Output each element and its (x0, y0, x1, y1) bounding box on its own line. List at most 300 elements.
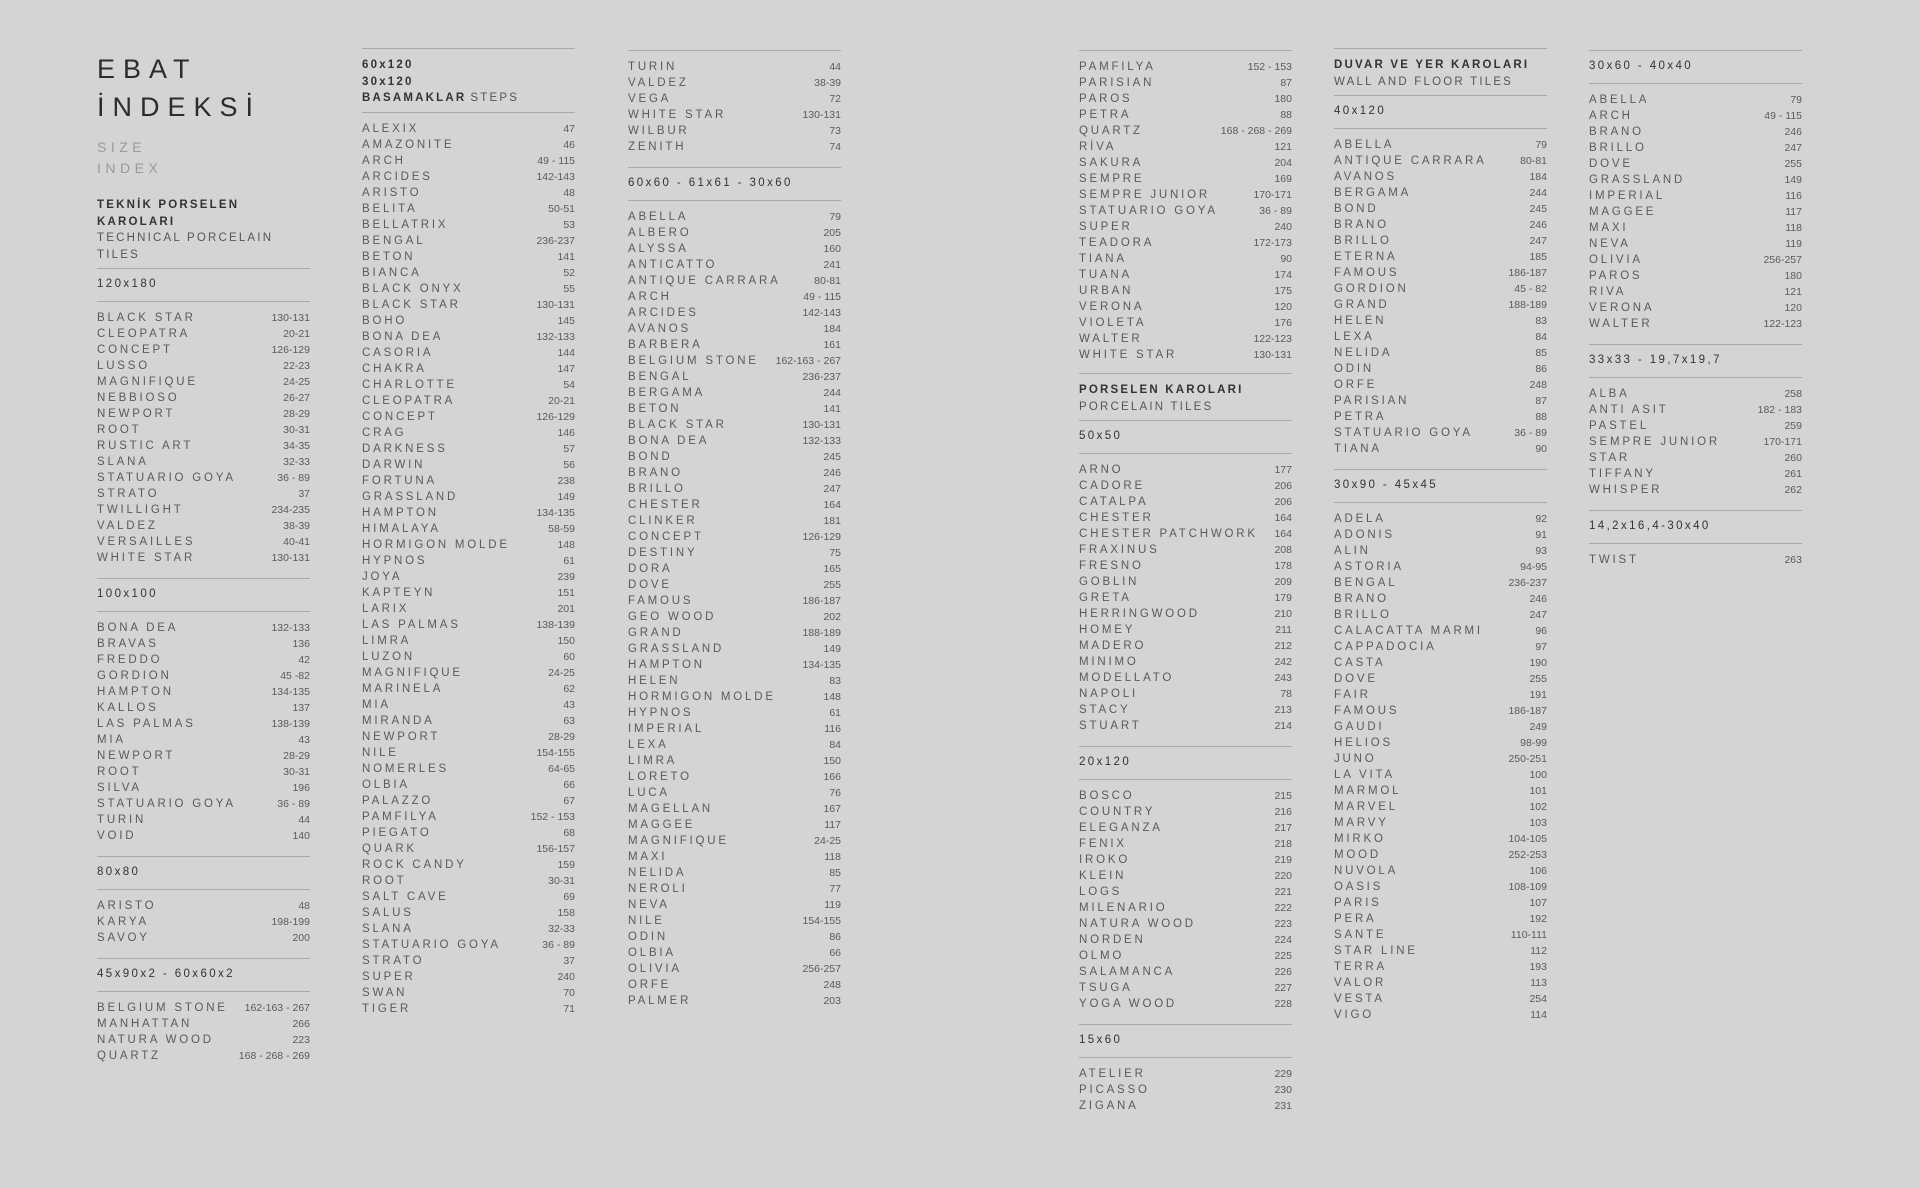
product-name: CONCEPT (628, 531, 704, 543)
product-name: GORDION (97, 670, 172, 682)
list-item (1079, 1066, 1292, 1082)
list-item (628, 209, 841, 225)
product-name: MADERO (1079, 640, 1147, 652)
product-name: OLBIA (628, 947, 676, 959)
product-name: FORTUNA (362, 474, 437, 487)
page-number: 228 (1274, 998, 1292, 1010)
page-number: 75 (829, 547, 841, 559)
page-number: 225 (1274, 950, 1292, 962)
list-item (362, 681, 575, 697)
page-number: 188-189 (802, 627, 841, 639)
page-number: 20-21 (283, 328, 310, 340)
product-name: BOND (1334, 203, 1379, 215)
product-name: STRATO (97, 488, 160, 500)
page-number: 140 (292, 830, 310, 842)
list-item (1334, 751, 1547, 767)
list-item (362, 969, 575, 985)
product-name: HIMALAYA (362, 522, 441, 535)
page-number: 162-163 - 267 (775, 355, 841, 367)
page-number: 90 (1535, 443, 1547, 455)
list-item (1334, 1007, 1547, 1023)
page-number: 254 (1529, 993, 1547, 1005)
list-item (97, 1000, 310, 1016)
page-number: 244 (823, 387, 841, 399)
page-number: 175 (1274, 285, 1292, 297)
product-name: LAS PALMAS (362, 618, 461, 631)
product-name: MARVEL (1334, 801, 1398, 813)
product-name: HELIOS (1334, 737, 1393, 749)
list-item (1334, 527, 1547, 543)
page-number: 169 (1274, 173, 1292, 185)
page-number: 64-65 (548, 762, 575, 775)
list-item (1334, 233, 1547, 249)
list-item (1079, 606, 1292, 622)
list-item (1079, 299, 1292, 315)
page-number: 206 (1274, 496, 1292, 508)
list-item (362, 537, 575, 553)
list-item (362, 505, 575, 521)
product-name: TIGER (362, 1002, 412, 1015)
page-number: 126-129 (271, 344, 310, 356)
page-number: 70 (563, 986, 575, 999)
product-name: SALUS (362, 906, 414, 919)
product-name: GRASSLAND (1589, 174, 1686, 186)
list-item (1334, 703, 1547, 719)
list-item (1589, 236, 1802, 252)
product-name: BLACK STAR (362, 298, 461, 311)
product-name: ADONIS (1334, 529, 1395, 541)
list-item (628, 353, 841, 369)
product-name: NELIDA (1334, 347, 1393, 359)
page-number: 210 (1274, 608, 1292, 620)
page-number: 176 (1274, 317, 1292, 329)
product-name: SWAN (362, 986, 408, 999)
product-name: CHESTER (1079, 512, 1154, 524)
product-name: NATURA WOOD (97, 1034, 214, 1046)
page-number: 40-41 (283, 536, 310, 548)
list-item (1589, 204, 1802, 220)
page-number: 38-39 (814, 77, 841, 89)
product-name: ROOT (97, 424, 142, 436)
page-number: 44 (829, 61, 841, 73)
product-name: OLBIA (362, 778, 410, 791)
product-list (1079, 1058, 1292, 1124)
page-number: 63 (563, 714, 575, 727)
list-item (628, 465, 841, 481)
product-name: HYPNOS (362, 554, 428, 567)
size-label: 120x180 (97, 278, 158, 290)
product-name: MARVY (1334, 817, 1389, 829)
page-number: 101 (1529, 785, 1547, 797)
product-name: GORDION (1334, 283, 1409, 295)
page-number: 121 (1784, 286, 1802, 298)
page-number: 261 (1784, 468, 1802, 480)
index-column-6 (1589, 48, 1802, 578)
list-item (1334, 345, 1547, 361)
page-number: 36 - 89 (1514, 427, 1547, 439)
page-number: 132-133 (536, 330, 575, 343)
page-number: 79 (829, 211, 841, 223)
product-name: IMPERIAL (628, 723, 705, 735)
page-number: 126-129 (536, 410, 575, 423)
product-name: GRASSLAND (628, 643, 725, 655)
page-number: 150 (557, 634, 575, 647)
product-name: BONA DEA (362, 330, 444, 343)
list-item (628, 785, 841, 801)
page-number: 224 (1274, 934, 1292, 946)
product-name: ANTIQUE CARRARA (1334, 155, 1487, 167)
product-name: BETON (628, 403, 682, 415)
page-number: 262 (1784, 484, 1802, 496)
product-name: ZIGANA (1079, 1100, 1139, 1112)
list-item (1334, 863, 1547, 879)
product-name: ARCIDES (362, 170, 433, 183)
list-item (97, 406, 310, 422)
product-name: LARIX (362, 602, 410, 615)
page-number: 83 (829, 675, 841, 687)
page-number: 28-29 (283, 750, 310, 762)
size-section-120x180 (97, 268, 310, 576)
page-number: 74 (829, 141, 841, 153)
product-list (97, 302, 310, 576)
product-name: ARCIDES (628, 307, 699, 319)
page-number: 84 (1535, 331, 1547, 343)
list-item (97, 930, 310, 946)
product-name: SLANA (362, 922, 414, 935)
list-item (628, 673, 841, 689)
list-item (1079, 462, 1292, 478)
page-number: 119 (824, 899, 841, 911)
product-name: MAGGEE (1589, 206, 1657, 218)
list-item (1589, 418, 1802, 434)
product-name: YOGA WOOD (1079, 998, 1178, 1010)
page-number: 256-257 (802, 963, 841, 975)
page-number: 247 (1529, 609, 1547, 621)
list-item (362, 617, 575, 633)
product-name: VEGA (628, 93, 672, 105)
product-list (1079, 51, 1292, 373)
list-item (1589, 466, 1802, 482)
list-item (1079, 852, 1292, 868)
product-name: AVANOS (628, 323, 692, 335)
product-name: NEVA (628, 899, 670, 911)
product-name: NEVA (1589, 238, 1631, 250)
list-item (362, 361, 575, 377)
product-name: DORA (628, 563, 673, 575)
list-item (1334, 329, 1547, 345)
product-name: CASTA (1334, 657, 1386, 669)
page-number: 71 (563, 1002, 575, 1015)
page-number: 151 (557, 586, 575, 599)
product-name: STATUARIO GOYA (362, 938, 501, 951)
list-item (97, 1048, 310, 1064)
product-name: PAROS (1079, 93, 1133, 105)
product-name: NEROLI (628, 883, 688, 895)
list-item (1334, 377, 1547, 393)
list-item (1079, 900, 1292, 916)
page-number: 250-251 (1508, 753, 1547, 765)
list-item (362, 425, 575, 441)
product-name: LOGS (1079, 886, 1123, 898)
list-item (628, 385, 841, 401)
page-number: 22-23 (283, 360, 310, 372)
page-number: 85 (1535, 347, 1547, 359)
product-name: HAMPTON (628, 659, 705, 671)
product-name: PALMER (628, 995, 692, 1007)
size-section (362, 112, 575, 1027)
page-number: 239 (557, 570, 575, 583)
list-item (97, 684, 310, 700)
product-name: COUNTRY (1079, 806, 1156, 818)
product-name: STRATO (362, 954, 425, 967)
page-number: 130-131 (271, 552, 310, 564)
page-number: 241 (823, 259, 841, 271)
product-name: NEWPORT (97, 750, 176, 762)
product-name: HOMEY (1079, 624, 1136, 636)
list-item (1334, 927, 1547, 943)
page-number: 248 (823, 979, 841, 991)
page-title: EBAT İNDEKSİ (97, 54, 262, 122)
page-number: 234-235 (271, 504, 310, 516)
list-item (1334, 991, 1547, 1007)
page-number: 72 (829, 93, 841, 105)
page-number: 45 - 82 (1514, 283, 1547, 295)
page-number: 130-131 (802, 109, 841, 121)
page-number: 66 (829, 947, 841, 959)
list-item (362, 457, 575, 473)
size-label: 100x100 (97, 588, 158, 600)
page-number: 152 - 153 (530, 810, 575, 823)
list-item (1079, 59, 1292, 75)
list-item (628, 91, 841, 107)
product-name: PICASSO (1079, 1084, 1150, 1096)
page-number: 222 (1274, 902, 1292, 914)
list-item (97, 1032, 310, 1048)
list-item (1079, 868, 1292, 884)
page-number: 174 (1274, 269, 1292, 281)
list-item (1079, 203, 1292, 219)
size-section (1079, 50, 1292, 373)
page-number: 260 (1784, 452, 1802, 464)
list-item (362, 713, 575, 729)
page-number: 36 - 89 (542, 938, 575, 951)
list-item (1079, 964, 1292, 980)
page-number: 249 (1529, 721, 1547, 733)
list-item (362, 649, 575, 665)
page-number: 231 (1274, 1100, 1292, 1112)
page-number: 36 - 89 (1259, 205, 1292, 217)
list-item (362, 745, 575, 761)
list-item (97, 732, 310, 748)
page-number: 28-29 (548, 730, 575, 743)
page-number: 244 (1529, 187, 1547, 199)
page-number: 86 (829, 931, 841, 943)
list-item (362, 137, 575, 153)
product-name: STACY (1079, 704, 1131, 716)
size-label: 30x90 - 45x45 (1334, 479, 1439, 491)
product-name: CADORE (1079, 480, 1146, 492)
list-item (1079, 670, 1292, 686)
page-number: 107 (1529, 897, 1547, 909)
page-number: 98-99 (1520, 737, 1547, 749)
list-item (1334, 719, 1547, 735)
product-name: ANTI ASIT (1589, 404, 1669, 416)
product-name: PETRA (1334, 411, 1387, 423)
list-item (362, 313, 575, 329)
product-name: ROCK CANDY (362, 858, 467, 871)
index-column-3 (628, 48, 841, 1019)
page-number: 113 (1530, 977, 1547, 989)
product-list (362, 113, 575, 1027)
product-name: MIRANDA (362, 714, 435, 727)
list-item (1334, 169, 1547, 185)
page-number: 247 (1529, 235, 1547, 247)
page-number: 142-143 (536, 170, 575, 183)
product-name: LEXA (1334, 331, 1375, 343)
product-name: ORFE (1334, 379, 1378, 391)
list-item (1079, 107, 1292, 123)
page-number: 49 - 115 (803, 291, 841, 303)
list-item (362, 441, 575, 457)
page-number: 246 (1784, 126, 1802, 138)
page-number: 248 (1529, 379, 1547, 391)
product-name: PETRA (1079, 109, 1132, 121)
list-item (1589, 300, 1802, 316)
size-label: 60x60 - 61x61 - 30x60 (628, 177, 793, 189)
product-name: BETON (362, 250, 416, 263)
list-item (1589, 284, 1802, 300)
list-item (628, 801, 841, 817)
product-name: IMPERIAL (1589, 190, 1666, 202)
list-item (628, 865, 841, 881)
product-name: VERSAILLES (97, 536, 196, 548)
product-name: CAPPADOCIA (1334, 641, 1437, 653)
page-number: 236-237 (1508, 577, 1547, 589)
list-item (97, 534, 310, 550)
list-item (1079, 283, 1292, 299)
list-item (628, 337, 841, 353)
list-item (1334, 249, 1547, 265)
product-name: MARMOL (1334, 785, 1402, 797)
list-item (1079, 315, 1292, 331)
product-name: BOHO (362, 314, 408, 327)
list-item (1589, 386, 1802, 402)
product-name: BELGIUM STONE (97, 1002, 228, 1014)
list-item (362, 393, 575, 409)
list-item (1079, 331, 1292, 347)
page-number: 108-109 (1508, 881, 1547, 893)
list-item (362, 153, 575, 169)
steps-heading: 60x120 30x120 BASAMAKLAR STEPS (362, 59, 520, 104)
page-number: 192 (1529, 913, 1547, 925)
product-name: NEBBIOSO (97, 392, 180, 404)
product-name: BENGAL (628, 371, 692, 383)
page-number: 252-253 (1508, 849, 1547, 861)
product-name: FRAXINUS (1079, 544, 1160, 556)
product-name: SALT CAVE (362, 890, 449, 903)
list-item (1334, 511, 1547, 527)
list-item (628, 945, 841, 961)
page-number: 136 (292, 638, 310, 650)
list-item (628, 529, 841, 545)
page-number: 255 (1784, 158, 1802, 170)
product-name: PIEGATO (362, 826, 432, 839)
product-name: WHITE STAR (628, 109, 727, 121)
page-number: 60 (563, 650, 575, 663)
list-item (97, 390, 310, 406)
product-name: TWILLIGHT (97, 504, 184, 516)
list-item (1334, 185, 1547, 201)
page-number: 66 (563, 778, 575, 791)
page-number: 162-163 - 267 (244, 1002, 310, 1014)
product-name: OLIVIA (1589, 254, 1643, 266)
list-item (362, 825, 575, 841)
page-number: 245 (823, 451, 841, 463)
product-name: MAGGEE (628, 819, 696, 831)
list-item (362, 985, 575, 1001)
size-label: 40x120 (1334, 105, 1387, 117)
list-item (628, 913, 841, 929)
product-name: ODIN (1334, 363, 1374, 375)
product-name: ELEGANZA (1079, 822, 1163, 834)
page-number: 246 (1529, 219, 1547, 231)
product-name: ROOT (362, 874, 407, 887)
page-number: 117 (824, 819, 841, 831)
list-item (1079, 542, 1292, 558)
page-number: 223 (1274, 918, 1292, 930)
product-name: GRETA (1079, 592, 1132, 604)
product-name: ALIN (1334, 545, 1371, 557)
page-number: 177 (1274, 464, 1292, 476)
list-item (1079, 267, 1292, 283)
list-item (97, 358, 310, 374)
product-name: BIANCA (362, 266, 422, 279)
page-number: 138-139 (271, 718, 310, 730)
page-number: 158 (557, 906, 575, 919)
page-number: 193 (1529, 961, 1547, 973)
list-item (362, 201, 575, 217)
product-name: WALTER (1589, 318, 1653, 330)
list-item (362, 553, 575, 569)
page-number: 32-33 (548, 922, 575, 935)
page-number: 226 (1274, 966, 1292, 978)
list-item (1334, 975, 1547, 991)
page-number: 255 (823, 579, 841, 591)
product-name: TSUGA (1079, 982, 1133, 994)
page-number: 186-187 (1508, 705, 1547, 717)
list-item (1334, 559, 1547, 575)
product-name: ROOT (97, 766, 142, 778)
page-number: 217 (1274, 822, 1292, 834)
product-name: ARCH (1589, 110, 1633, 122)
size-section-80x80 (97, 856, 310, 956)
product-list (97, 890, 310, 956)
list-item (362, 329, 575, 345)
product-name: PARISIAN (1079, 77, 1155, 89)
page-number: 80-81 (814, 275, 841, 287)
product-name: ORFE (628, 979, 672, 991)
size-label: 30x60 - 40x40 (1589, 60, 1694, 72)
list-item (1589, 156, 1802, 172)
product-name: MIA (97, 734, 126, 746)
page-number: 198-199 (271, 916, 310, 928)
page-number: 154-155 (536, 746, 575, 759)
product-name: LORETO (628, 771, 692, 783)
product-name: WHISPER (1589, 484, 1663, 496)
list-item (628, 689, 841, 705)
list-item (628, 257, 841, 273)
size-label: 80x80 (97, 866, 141, 878)
